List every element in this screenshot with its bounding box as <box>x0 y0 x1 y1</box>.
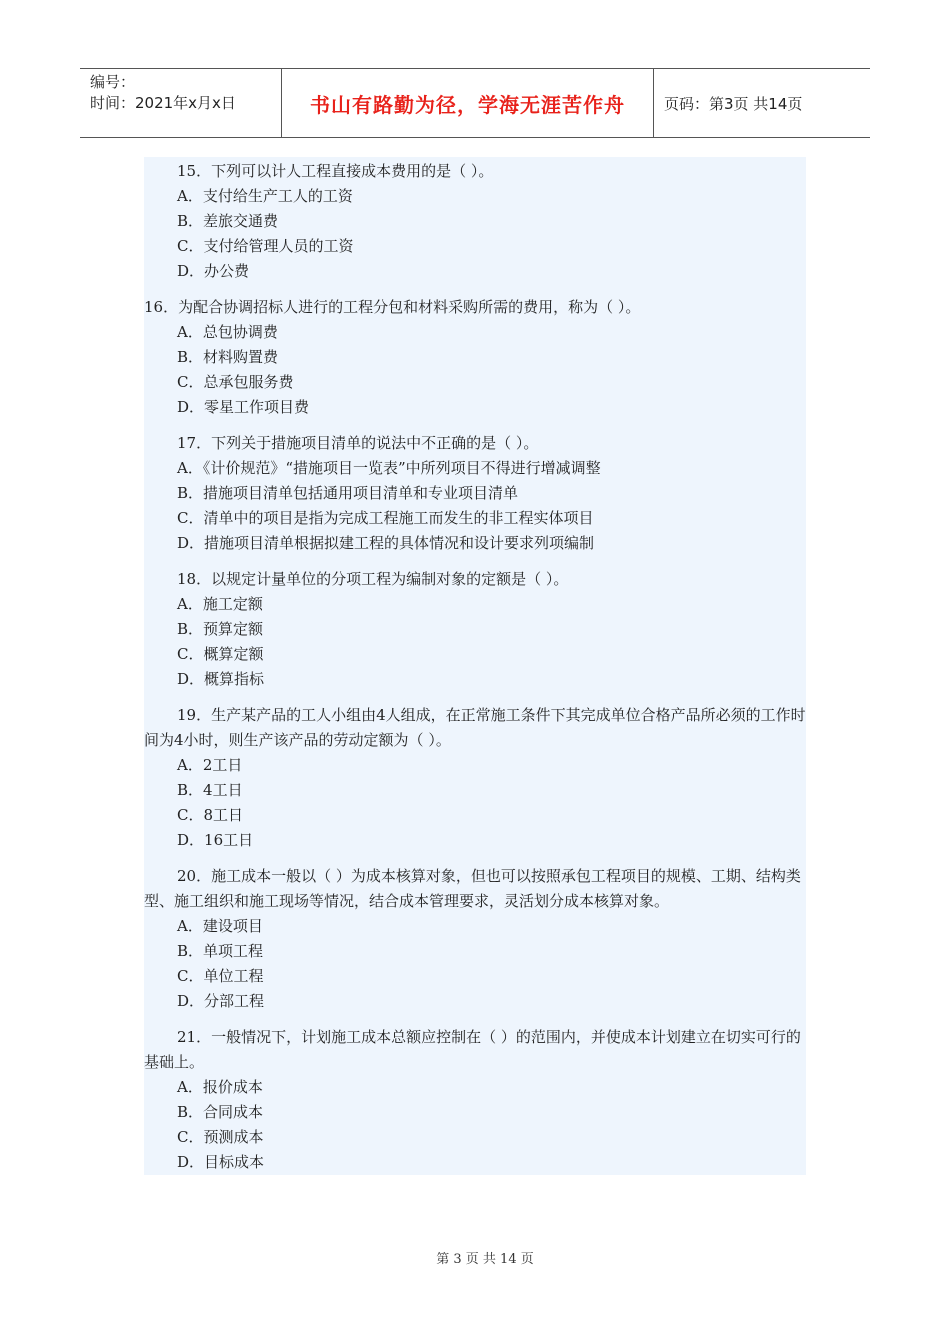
option-b: B．单项工程 <box>177 942 264 960</box>
question-stem: 16．为配合协调招标人进行的工程分包和材料采购所需的费用，称为（ ）。 <box>144 298 641 316</box>
option-a: A．建设项目 <box>177 917 263 935</box>
option-c: C．总承包服务费 <box>177 373 294 391</box>
question-16 <box>144 295 806 420</box>
option-a: A．《计价规范》“措施项目一览表”中所列项目不得进行增减调整 <box>177 459 601 477</box>
option-b: B．差旅交通费 <box>177 212 279 230</box>
option-c: C．清单中的项目是指为完成工程施工而发生的非工程实体项目 <box>177 509 594 527</box>
option-b: B．材料购置费 <box>177 348 279 366</box>
option-d: D．目标成本 <box>177 1153 265 1171</box>
question-15 <box>144 159 806 284</box>
option-c: C．8工日 <box>177 806 244 824</box>
option-b: B．合同成本 <box>177 1103 264 1121</box>
option-d: D．办公费 <box>177 262 250 280</box>
question-stem: 20．施工成本一般以（ ）为成本核算对象，但也可以按照承包工程项目的规模、工期、结构类型、施工组织和施工现场等情况，结合成本管理要求，灵活划分成本核算对象。 <box>144 867 801 910</box>
question-area <box>144 157 806 1175</box>
option-c: C．概算定额 <box>177 645 264 663</box>
option-d: D．零星工作项目费 <box>177 398 310 416</box>
option-d: D．概算指标 <box>177 670 265 688</box>
question-stem: 21．一般情况下，计划施工成本总额应控制在（ ）的范围内，并使成本计划建立在切实可行的基础上。 <box>144 1028 801 1071</box>
option-b: B．措施项目清单包括通用项目清单和专业项目清单 <box>177 484 519 502</box>
question-stem: 18．以规定计量单位的分项工程为编制对象的定额是（ ）。 <box>177 570 569 588</box>
option-a: A．施工定额 <box>177 595 263 613</box>
question-stem: 17．下列关于措施项目清单的说法中不正确的是（ ）。 <box>177 434 539 452</box>
page-footer: 第 3 页 共 14 页 <box>436 1252 534 1267</box>
header-page-code: 页码：第3页 共14页 <box>664 94 803 113</box>
question-20 <box>144 864 806 1014</box>
question-21 <box>144 1025 806 1175</box>
question-stem: 19．生产某产品的工人小组由4人组成，在正常施工条件下其完成单位合格产品所必须的工作时间为4小时，则生产该产品的劳动定额为（ ）。 <box>144 706 806 749</box>
question-17 <box>144 431 806 556</box>
option-a: A．2工日 <box>177 756 243 774</box>
option-a: A．支付给生产工人的工资 <box>177 187 353 205</box>
question-18 <box>144 567 806 692</box>
time-label: 时间：2021年x月x日 <box>90 94 236 112</box>
question-19 <box>144 703 806 853</box>
option-a: A．总包协调费 <box>177 323 278 341</box>
option-a: A．报价成本 <box>177 1078 263 1096</box>
option-b: B．4工日 <box>177 781 243 799</box>
number-label: 编号： <box>90 73 136 91</box>
header-meta <box>80 69 282 137</box>
option-c: C．支付给管理人员的工资 <box>177 237 354 255</box>
option-c: C．单位工程 <box>177 967 264 985</box>
option-c: C．预测成本 <box>177 1128 264 1146</box>
page-header <box>80 68 870 138</box>
option-d: D．16工日 <box>177 831 254 849</box>
option-d: D．分部工程 <box>177 992 265 1010</box>
option-d: D．措施项目清单根据拟建工程的具体情况和设计要求列项编制 <box>177 534 595 552</box>
header-motto: 书山有路勤为径，学海无涯苦作舟 <box>282 69 654 137</box>
question-stem: 15．下列可以计人工程直接成本费用的是（ ）。 <box>177 162 494 180</box>
option-b: B．预算定额 <box>177 620 264 638</box>
